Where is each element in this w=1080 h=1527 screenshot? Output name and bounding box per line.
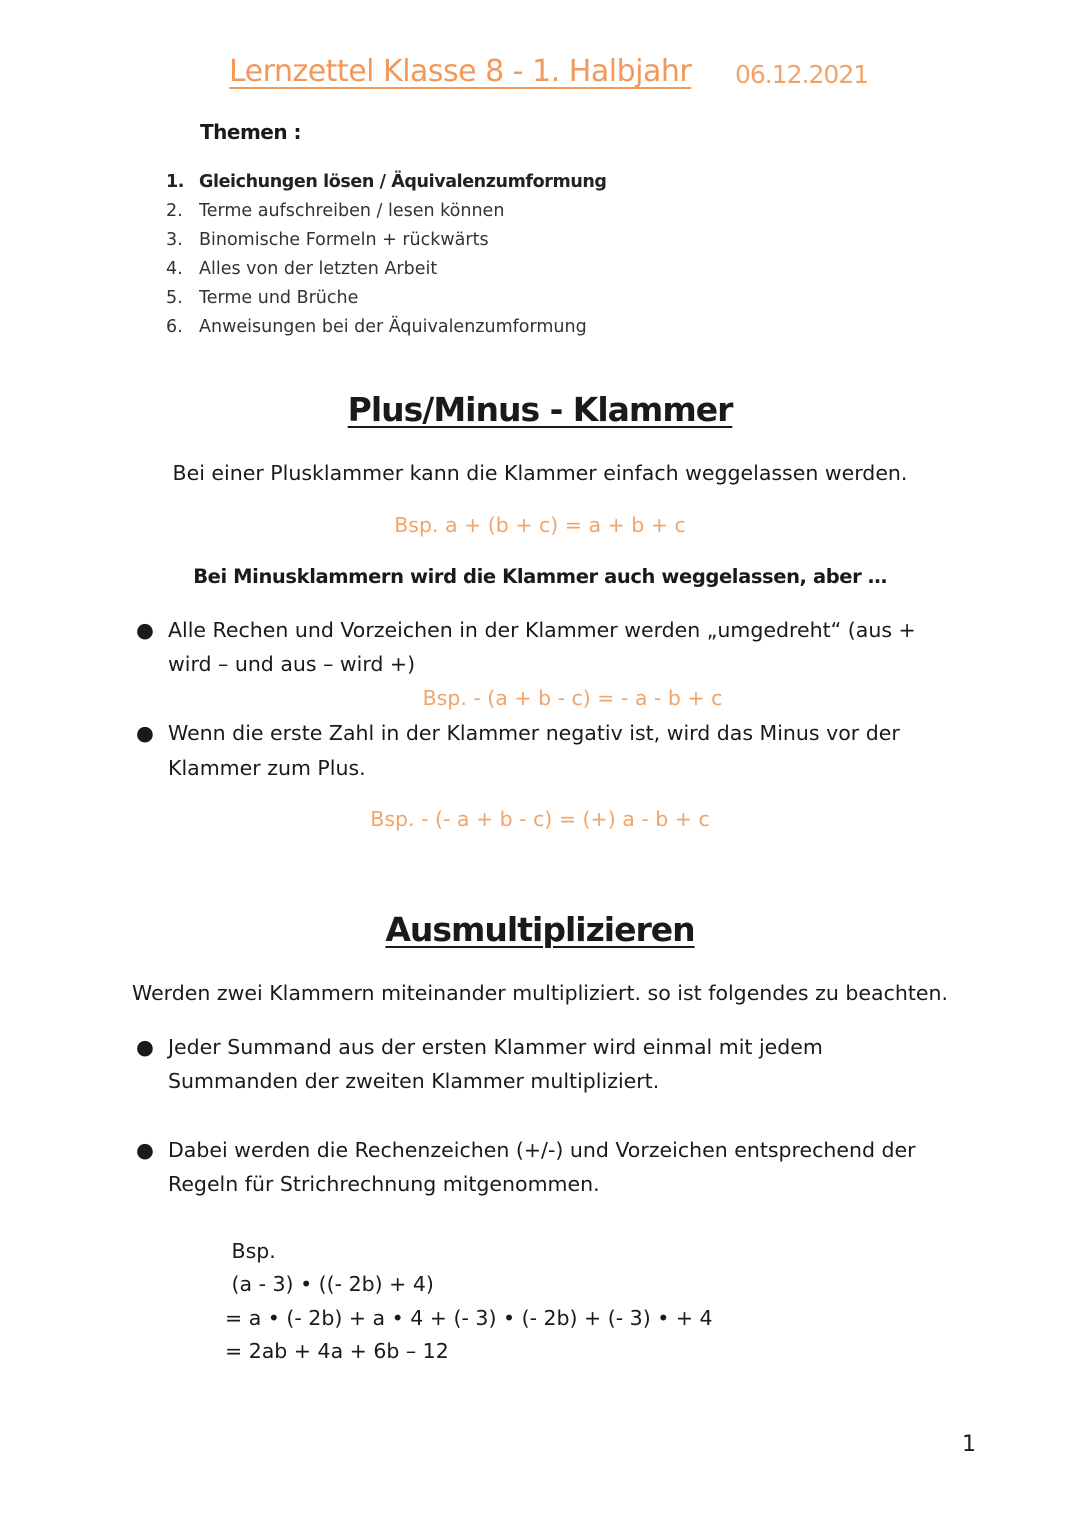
bullet-text: Klammer zum Plus.: [168, 756, 366, 780]
example: Bsp. - (a + b - c) = - a - b + c: [422, 686, 723, 710]
bullet-text: Dabei werden die Rechenzeichen (+/-) und Vorzeichen entsprechend der: [168, 1138, 916, 1162]
example: Bsp. a + (b + c) = a + b + c: [394, 513, 686, 537]
example-line: (a - 3) • ((- 2b) + 4): [225, 1272, 434, 1296]
bullet-icon: ●: [136, 1138, 154, 1162]
list-text: Alles von der letzten Arbeit: [199, 259, 438, 279]
list-text: Terme und Brüche: [199, 288, 359, 308]
list-number: 5.: [166, 288, 183, 308]
document-date: 06.12.2021: [735, 60, 869, 89]
bullet-icon: ●: [136, 618, 154, 642]
list-number: 6.: [166, 317, 183, 337]
list-item: [166, 201, 504, 221]
paragraph: Werden zwei Klammern miteinander multipliziert. so ist folgendes zu beachten.: [132, 981, 948, 1005]
example-line: = 2ab + 4a + 6b – 12: [225, 1339, 449, 1363]
paragraph: Bei einer Plusklammer kann die Klammer einfach weggelassen werden.: [172, 461, 908, 485]
example-line: Bsp.: [225, 1239, 276, 1263]
list-number: 4.: [166, 259, 183, 279]
list-item: [166, 259, 437, 279]
section-heading: Plus/Minus - Klammer: [347, 390, 733, 429]
list-item: [166, 288, 358, 308]
topics-heading: Themen :: [200, 120, 302, 144]
list-item: [166, 172, 607, 192]
list-number: 2.: [166, 201, 183, 221]
bullet-text: wird – und aus – wird +): [168, 652, 416, 676]
bullet-icon: ●: [136, 721, 154, 745]
bullet-text: Summanden der zweiten Klammer multipliziert.: [168, 1069, 660, 1093]
list-text: Gleichungen lösen / Äquivalenzumformung: [199, 172, 607, 192]
list-item: [166, 317, 587, 337]
bullet-text: Wenn die erste Zahl in der Klammer negativ ist, wird das Minus vor der: [168, 721, 900, 745]
section-heading: Ausmultiplizieren: [385, 910, 695, 949]
bullet-text: Regeln für Strichrechnung mitgenommen.: [168, 1172, 600, 1196]
example: Bsp. - (- a + b - c) = (+) a - b + c: [370, 807, 710, 831]
bullet-text: Alle Rechen und Vorzeichen in der Klammer werden „umgedreht“ (aus +: [168, 618, 916, 642]
list-text: Binomische Formeln + rückwärts: [199, 230, 489, 250]
list-item: [166, 230, 489, 250]
list-number: 1.: [166, 172, 185, 192]
list-text: Terme aufschreiben / lesen können: [199, 201, 505, 221]
list-text: Anweisungen bei der Äquivalenzumformung: [199, 317, 587, 337]
example-line: = a • (- 2b) + a • 4 + (- 3) • (- 2b) + (- 3) • + 4: [225, 1306, 713, 1330]
list-number: 3.: [166, 230, 183, 250]
bullet-text: Jeder Summand aus der ersten Klammer wird einmal mit jedem: [168, 1035, 823, 1059]
document-title: Lernzettel Klasse 8 - 1. Halbjahr: [229, 54, 692, 89]
page-number: 1: [962, 1432, 976, 1457]
subheading: Bei Minusklammern wird die Klammer auch weggelassen, aber …: [193, 565, 887, 588]
bullet-icon: ●: [136, 1035, 154, 1059]
